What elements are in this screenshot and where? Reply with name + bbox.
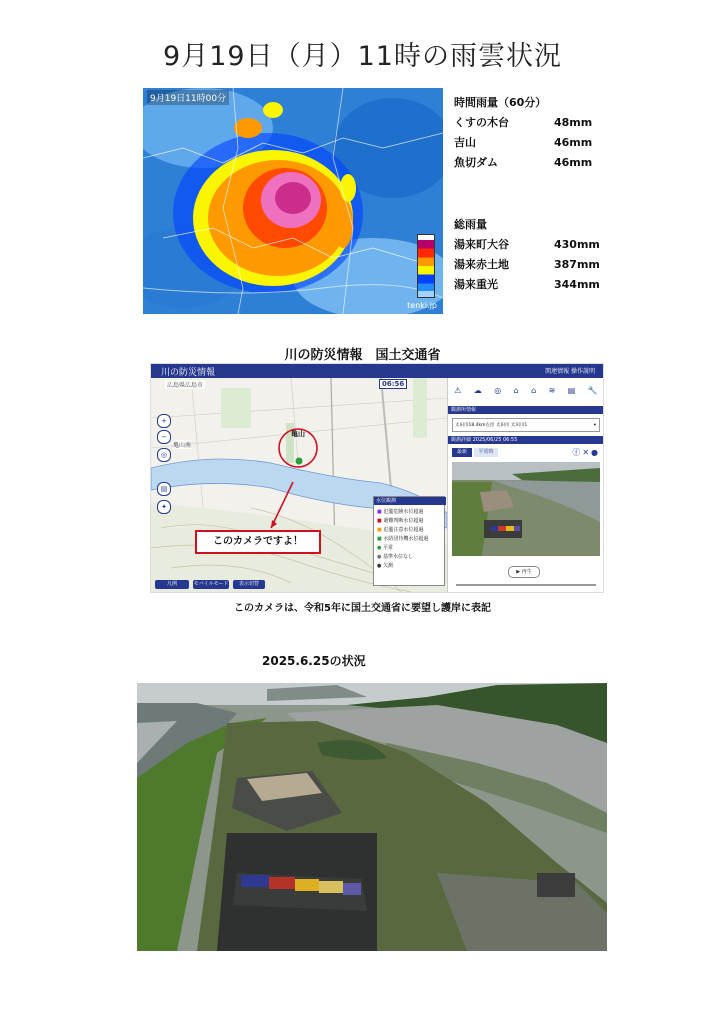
river-app-header — [151, 364, 603, 378]
rain-row — [454, 274, 614, 294]
legend-item-label: 氾濫危険水位超過 — [383, 509, 424, 515]
map-place-label: 亀山 — [291, 430, 305, 438]
map-address: 広島県広島市 — [167, 382, 204, 389]
tab-normal[interactable]: 平常時 — [474, 448, 498, 457]
radar-credit: tenki.jp — [407, 301, 437, 310]
rain-value: 387mm — [554, 257, 600, 271]
river-section-title: 川の防災情報 国土交通省 — [284, 348, 441, 363]
side-toolbar — [448, 380, 604, 400]
station-name: 吉山 — [454, 136, 476, 149]
legend-item-label: 基準水位なし — [382, 554, 413, 560]
hourly-rain-header: 時間雨量（60分） — [454, 96, 547, 109]
play-button[interactable]: ▶ 再生 — [508, 566, 540, 578]
river-header-help[interactable]: 関連情報 操作説明 — [545, 368, 595, 375]
station-select[interactable] — [452, 418, 600, 432]
station-info-bar: 観測所情報 — [448, 406, 604, 414]
compass-icon[interactable]: ✦ — [157, 500, 171, 514]
rain-value: 48mm — [554, 115, 593, 129]
photo-section-title: 2025.6.25の状況 — [262, 654, 366, 668]
mobile-mode-button[interactable]: モバイルモード — [193, 581, 229, 587]
legend-item: ■ 避難判断水位超過 — [377, 518, 424, 524]
station-name: 湯来赤土地 — [454, 258, 509, 271]
rain-row — [454, 254, 614, 274]
radar-color-legend — [417, 234, 435, 298]
legend-item-label: 氾濫注意水位超過 — [383, 527, 424, 533]
wave-icon[interactable]: ≋ — [548, 385, 556, 395]
zoom-out-icon[interactable]: − — [157, 430, 171, 444]
station-select-value: 太田川18.4km左岸 太田川 太田川1 — [455, 423, 528, 428]
river-map[interactable] — [151, 378, 447, 592]
rain-value: 344mm — [554, 277, 600, 291]
display-toggle-button[interactable]: 表示切替 — [233, 580, 265, 589]
total-rain-header: 総雨量 — [454, 218, 487, 231]
rain-radar-image — [143, 88, 443, 314]
line-icon[interactable]: ● — [591, 448, 600, 457]
x-icon[interactable]: ✕ — [582, 448, 592, 457]
radar-map-svg — [143, 88, 443, 314]
legend-item-label: 避難判断水位超過 — [383, 518, 424, 524]
rain-value: 46mm — [554, 135, 593, 149]
legend-item: ■ 氾濫注意水位超過 — [377, 527, 424, 533]
rain-row — [454, 152, 614, 172]
legend-item: ● 基準水位なし — [377, 554, 413, 560]
list-icon[interactable]: ▤ — [567, 385, 576, 395]
chevron-down-icon: ▾ — [593, 423, 596, 428]
legend-item: ■ 氾濫危険水位超過 — [377, 509, 424, 515]
river-app-title: 川の防災情報 — [161, 368, 216, 378]
river-side-panel — [447, 378, 604, 592]
legend-list — [377, 508, 428, 571]
hourly-rain-block — [454, 92, 614, 172]
rain-row — [454, 234, 614, 254]
share-icons — [572, 447, 600, 458]
legend-button[interactable]: 凡例 — [155, 580, 189, 589]
station-name: 湯来町大谷 — [454, 238, 509, 251]
river-info-screenshot — [150, 363, 604, 593]
camera-caption: このカメラは、令和5年に国土交通省に要望し護岸に表記 — [234, 603, 491, 614]
radar-timestamp: 9月19日11時00分 — [147, 90, 229, 105]
camera-thumbnail — [452, 462, 600, 556]
rain-row — [454, 132, 614, 152]
legend-item: ● 欠測 — [377, 563, 393, 569]
house-icon[interactable]: ⌂ — [531, 385, 537, 395]
total-rain-block — [454, 214, 614, 294]
station-name: くすの木台 — [454, 116, 509, 129]
tab-latest[interactable]: 最新 — [452, 448, 472, 457]
rain-value: 430mm — [554, 237, 600, 251]
camera-callout: このカメラですよ！ — [195, 530, 321, 554]
target-icon[interactable]: ◎ — [494, 385, 502, 395]
facebook-icon[interactable]: ⓕ — [572, 448, 583, 457]
page-title: 9月19日（月）11時の雨雲状況 — [163, 41, 562, 72]
zoom-in-icon[interactable]: + — [157, 414, 171, 428]
timeline-slider[interactable] — [456, 584, 596, 586]
river-camera-photo — [137, 683, 607, 951]
camera-thumbnail-svg — [452, 462, 600, 556]
legend-item: ■ 水防団待機水位超過 — [377, 536, 429, 542]
legend-item-label: 欠測 — [382, 563, 393, 569]
station-name: 湯来重光 — [454, 278, 498, 291]
river-camera-photo-svg — [137, 683, 607, 951]
legend-item-label: 平常 — [382, 545, 393, 551]
map-time: 06:56 — [379, 379, 407, 389]
rain-row — [454, 112, 614, 132]
home-icon[interactable]: ⌂ — [513, 385, 519, 395]
legend-item: ● 平常 — [377, 545, 393, 551]
observation-detail-bar: 観測詳細 2025/06/25 06:55 — [448, 436, 604, 444]
locate-icon[interactable]: ◎ — [157, 448, 171, 462]
map-place-label2: 亀山南 — [173, 442, 192, 449]
water-level-legend — [373, 496, 445, 586]
rain-value: 46mm — [554, 155, 593, 169]
cloud-icon[interactable]: ☁ — [473, 385, 482, 395]
legend-title: 水位観測 — [374, 497, 446, 505]
station-name: 魚切ダム — [454, 156, 498, 169]
layers-icon[interactable]: ▤ — [157, 482, 171, 496]
legend-item-label: 水防団待機水位超過 — [383, 536, 429, 542]
warning-icon[interactable]: ⚠ — [454, 385, 462, 395]
wrench-icon[interactable]: 🔧 — [587, 385, 598, 395]
